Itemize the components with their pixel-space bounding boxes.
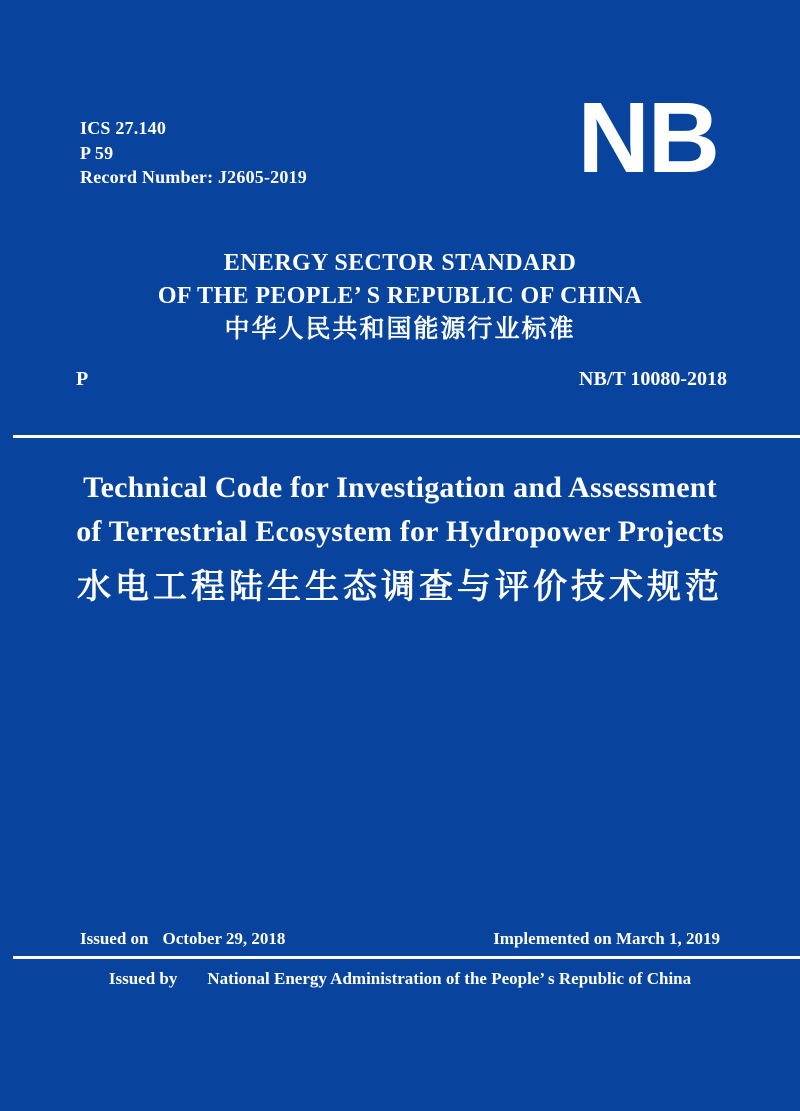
title-en-line2: of Terrestrial Ecosystem for Hydropower Projects xyxy=(76,515,724,548)
title-en xyxy=(0,466,800,554)
title-en-line1: Technical Code for Investigation and Assessment xyxy=(83,471,717,504)
divider-bottom xyxy=(13,956,800,959)
standard-heading-en-line1: ENERGY SECTOR STANDARD xyxy=(223,250,577,276)
title-cn: 水电工程陆生生态调查与评价技术规范 xyxy=(77,569,723,606)
issue-row xyxy=(80,928,720,950)
standard-heading-cn: 中华人民共和国能源行业标准 xyxy=(224,316,576,343)
designation-row xyxy=(76,364,727,394)
divider-top xyxy=(13,435,800,438)
nb-logo: NB xyxy=(577,82,718,194)
implemented-on: Implemented on March 1, 2019 xyxy=(493,929,720,948)
issued-on-label: Issued on xyxy=(80,929,149,948)
issued-by-value: National Energy Administration of the People’ s Republic of China xyxy=(207,969,692,988)
issued-by-row xyxy=(0,968,800,990)
header-meta xyxy=(80,116,307,190)
issued-on xyxy=(80,928,285,950)
standard-number: NB/T 10080-2018 xyxy=(579,368,727,390)
standard-heading xyxy=(0,247,800,346)
classification-code: P 59 xyxy=(80,142,114,163)
doc-class-letter: P xyxy=(76,368,89,390)
record-number: Record Number: J2605-2019 xyxy=(80,167,307,187)
ics-code: ICS 27.140 xyxy=(80,118,167,138)
standard-heading-en-line2: OF THE PEOPLE’ S REPUBLIC OF CHINA xyxy=(157,283,643,309)
issued-on-date: October 29, 2018 xyxy=(162,929,286,948)
issued-by-label: Issued by xyxy=(108,969,178,988)
